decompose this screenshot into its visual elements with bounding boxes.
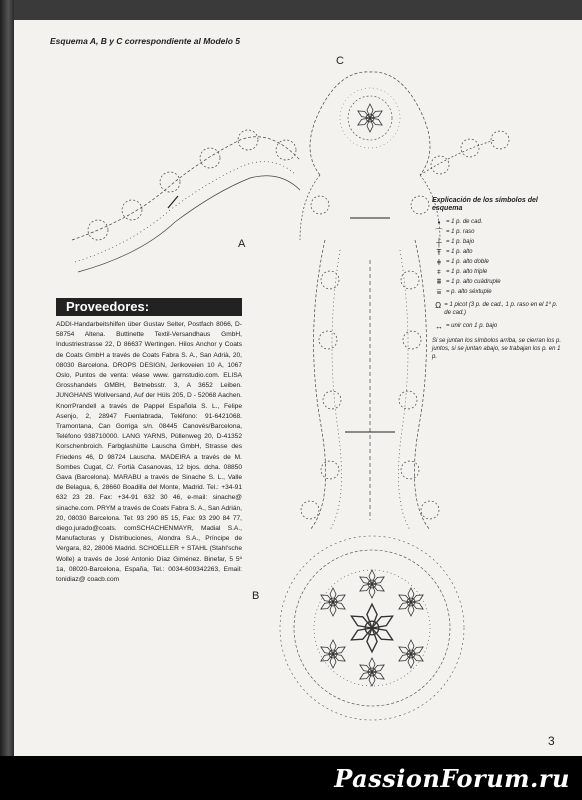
legend-item: ↔ = unir con 1 p. bajo	[432, 321, 564, 331]
legend-item: ⩸ = p. alto séxtuple	[432, 287, 564, 297]
legend-item: Ŧ = 1 p. alto	[432, 247, 564, 257]
legend-title: Explicación de los símbolos del esquema	[432, 197, 538, 212]
legend-item: Ω = 1 picot (3 p. de cad., 1 p. raso en el 1º p. de cad.)	[432, 301, 564, 321]
slip-stitch-icon: ⌒	[435, 227, 443, 237]
quadruple-treble-icon: ⩩	[436, 277, 442, 286]
legend-note: Si se juntan los símbolos arriba, se cierran los p. juntos, si se juntan abajo, se trabajan los p. en 1 p.	[432, 338, 562, 360]
legend-item: ⧧ = 1 p. alto triple	[432, 267, 564, 277]
page-title: Esquema A, B y C correspondiente al Modelo 5	[50, 36, 241, 46]
suppliers-heading: Proveedores:	[56, 298, 242, 316]
picot-icon: Ω	[435, 301, 442, 310]
legend-item: ┼ = 1 p. bajo	[432, 237, 564, 247]
diagram-a	[72, 130, 300, 272]
diagram-label-a: A	[238, 238, 246, 250]
diagram-label-b: B	[252, 590, 260, 602]
symbol-legend	[432, 197, 564, 361]
diagram-b	[280, 536, 464, 720]
legend-item: • = 1 p. de cad.	[432, 217, 564, 227]
page-number: 3	[548, 734, 555, 748]
legend-item: ⌒ = 1 p. raso	[432, 227, 564, 237]
watermark-logo: PassionForum.ru	[334, 764, 570, 793]
double-crochet-icon: Ŧ	[436, 247, 442, 257]
legend-item: ǂ = 1 p. alto doble	[432, 257, 564, 267]
central-band	[301, 218, 439, 530]
chain-stitch-icon: •	[437, 217, 441, 227]
single-crochet-icon: ┼	[436, 237, 442, 247]
join-icon: ↔	[435, 321, 443, 331]
sextuple-treble-icon: ⩸	[436, 287, 442, 296]
treble-crochet-icon: ǂ	[436, 257, 442, 267]
diagram-label-c: C	[336, 55, 344, 67]
suppliers-text: ADDI-Handarbeitshilfen über Gustav Selter, Postfach 8066, D-58754 Altena. Buttinette Textil-Versandhaus GmbH, Industriestrasse 22, D 86637 Wertingen. Hilos Anchor y Coats de Coats GmbH a través de Coats Fabra S. A., San Adrià, 20, 08030 Barcelona. DROPS DESIGN, Jerikoveien 10 A, 1067 Oslo, Puntos de venta: véase www. garnstudio.com. ELISA Grosshandels GMBH, Betnebsstr. 3, A 3652 Leiben. JUNGHANS Wollversand, Auf der Hüls 205, D - 52068 Aachen. KnorrPrandell a través de Pappel Española S. L., Felipe Asenjo, 2, 28947 Fuenlabrada, Teléfono: 91-6421068. Tramontana, Can Gorriga s/n. 08445 Canovés/Barcelona, Teléfono 938710000. LANG YARNS, Püllenweg 20, D-41352 Korschenbroich. Farbglashütte Lauscha GmbH, Strasse des Friedens 46, D 98724 Lauscha. MADEIRA a través de M. Sombes Cugat, C/. Fortià Casanovas, 12 bjos. dcha. 08850 Gava (Barcelona). MARABU a través de Sinache S. L., Valle de Belagua, 6, 28660 Boadilla del Monte, Madrid. Tel.: +34-91 632 23 28. Fax: +34-91 632 30 46, e-mail: sinache@ sinache.com. PRYM a través de Coats Fabra S. A., San Adrián, 20, 08030 Barcelona. Tel: 93 290 85 15, Fax: 93 290 84 77, diego.jurado@coats. comSCHACHENMAYR, Madial S.A., Manufacturas y Distribuciones, Alondra S.A., Príncipe de Vergara, 82, 28006 Madrid. SCHOELLER + STAHL (Stahl'sche Wolle) a través de José Antonio Díaz Giménez. Binefar, 5 5º 1a, 08020-Barcelona, España, Tel.: 0034-609342263, Email: tonidiaz@ coacb.com	[56, 321, 242, 584]
legend-item: ⩩ = 1 p. alto cuádruple	[432, 277, 564, 287]
triple-treble-icon: ⧧	[436, 267, 442, 276]
